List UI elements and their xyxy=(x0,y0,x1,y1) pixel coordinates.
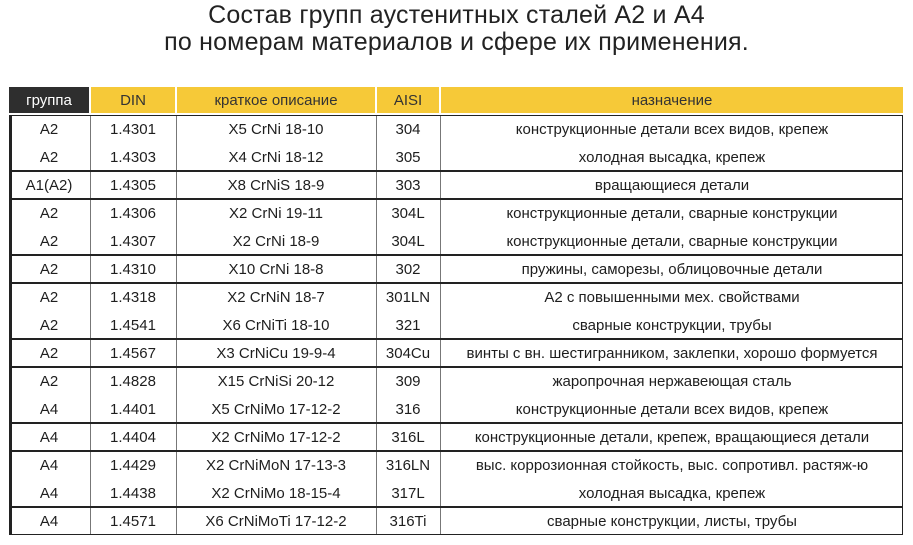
cell-purpose: конструкционные детали, сварные конструкции xyxy=(506,232,838,250)
column-divider xyxy=(440,424,441,450)
cell-description: X8 CrNiS 18-9 xyxy=(227,176,325,194)
column-divider xyxy=(376,200,377,254)
column-divider xyxy=(376,116,377,170)
cell-din: 1.4307 xyxy=(110,232,156,250)
cell-aisi: 304Cu xyxy=(385,344,431,362)
cell-purpose: конструкционные детали, крепеж, вращающиеся детали xyxy=(474,428,870,446)
column-divider xyxy=(440,508,441,534)
cell-aisi: 302 xyxy=(395,260,421,278)
cell-group: A2 xyxy=(39,288,59,306)
cell-group: A2 xyxy=(39,344,59,362)
cell-aisi: 317L xyxy=(391,484,425,502)
cell-group: A4 xyxy=(39,428,59,446)
column-divider xyxy=(376,424,377,450)
cell-purpose: конструкционные детали всех видов, крепеж xyxy=(515,400,829,418)
cell-description: X10 CrNi 18-8 xyxy=(228,260,324,278)
cell-din: 1.4401 xyxy=(110,400,156,418)
cell-group: A2 xyxy=(39,204,59,222)
cell-description: X2 CrNi 19-11 xyxy=(229,204,323,222)
cell-aisi: 304L xyxy=(391,232,425,250)
column-divider xyxy=(176,508,177,534)
header-aisi: AISI xyxy=(377,87,439,113)
column-divider xyxy=(376,340,377,366)
cell-din: 1.4438 xyxy=(110,484,156,502)
column-divider xyxy=(376,284,377,338)
column-divider xyxy=(90,368,91,422)
column-divider xyxy=(440,340,441,366)
row-group-border xyxy=(9,451,903,507)
row-group-border xyxy=(9,255,903,283)
row-group-border xyxy=(9,171,903,199)
cell-aisi: 303 xyxy=(395,176,421,194)
column-divider xyxy=(440,256,441,282)
column-divider xyxy=(176,368,177,422)
cell-purpose: винты с вн. шестигранником, заклепки, хорошо формуется xyxy=(466,344,878,362)
cell-description: X5 CrNiMo 17-12-2 xyxy=(211,400,341,418)
cell-group: A1(A2) xyxy=(25,176,73,194)
row-group-border xyxy=(9,423,903,451)
table-header xyxy=(9,87,903,113)
column-divider xyxy=(176,452,177,506)
cell-group: A2 xyxy=(39,120,59,138)
cell-din: 1.4301 xyxy=(110,120,156,138)
column-divider xyxy=(440,452,441,506)
cell-aisi: 321 xyxy=(395,316,421,334)
column-divider xyxy=(176,200,177,254)
cell-aisi: 316Ti xyxy=(389,512,427,530)
column-divider xyxy=(376,452,377,506)
cell-din: 1.4567 xyxy=(110,344,156,362)
cell-din: 1.4305 xyxy=(110,176,156,194)
cell-group: A2 xyxy=(39,372,59,390)
row-group-border xyxy=(9,339,903,367)
row-group-border xyxy=(9,507,903,535)
cell-purpose: выс. коррозионная стойкость, выс. сопротивл. растяж-ю xyxy=(475,456,869,474)
column-divider xyxy=(90,284,91,338)
cell-din: 1.4303 xyxy=(110,148,156,166)
column-divider xyxy=(440,200,441,254)
column-divider xyxy=(176,116,177,170)
column-divider xyxy=(176,424,177,450)
cell-group: A2 xyxy=(39,260,59,278)
cell-din: 1.4310 xyxy=(110,260,156,278)
row-group-border xyxy=(9,367,903,423)
column-divider xyxy=(440,284,441,338)
cell-aisi: 316 xyxy=(395,400,421,418)
cell-purpose: сварные конструкции, трубы xyxy=(572,316,772,334)
column-divider xyxy=(90,508,91,534)
column-divider xyxy=(176,340,177,366)
cell-group: A4 xyxy=(39,512,59,530)
cell-din: 1.4828 xyxy=(110,372,156,390)
cell-purpose: сварные конструкции, листы, трубы xyxy=(547,512,797,530)
column-divider xyxy=(440,368,441,422)
column-divider xyxy=(440,116,441,170)
cell-aisi: 304L xyxy=(391,204,425,222)
cell-description: X2 CrNiMo 17-12-2 xyxy=(211,428,341,446)
cell-purpose: пружины, саморезы, облицовочные детали xyxy=(521,260,823,278)
cell-group: A2 xyxy=(39,232,59,250)
cell-purpose: A2 с повышенными мех. свойствами xyxy=(544,288,800,306)
column-divider xyxy=(376,172,377,198)
cell-description: X2 CrNiN 18-7 xyxy=(227,288,325,306)
column-divider xyxy=(90,116,91,170)
steel-groups-table xyxy=(9,87,903,530)
cell-description: X6 CrNiMoTi 17-12-2 xyxy=(205,512,347,530)
column-divider xyxy=(90,424,91,450)
cell-din: 1.4404 xyxy=(110,428,156,446)
cell-description: X15 CrNiSi 20-12 xyxy=(217,372,335,390)
header-description: краткое описание xyxy=(177,87,375,113)
column-divider xyxy=(90,200,91,254)
cell-purpose: холодная высадка, крепеж xyxy=(578,484,766,502)
header-din: DIN xyxy=(91,87,175,113)
cell-group: A4 xyxy=(39,484,59,502)
cell-din: 1.4541 xyxy=(110,316,156,334)
row-group-border xyxy=(9,283,903,339)
column-divider xyxy=(376,368,377,422)
cell-description: X2 CrNiMo 18-15-4 xyxy=(211,484,341,502)
cell-group: A4 xyxy=(39,400,59,418)
column-divider xyxy=(90,452,91,506)
title-line-2: по номерам материалов и сфере их применения. xyxy=(164,28,749,56)
cell-din: 1.4306 xyxy=(110,204,156,222)
column-divider xyxy=(90,256,91,282)
cell-din: 1.4429 xyxy=(110,456,156,474)
cell-group: A4 xyxy=(39,456,59,474)
cell-description: X4 CrNi 18-12 xyxy=(228,148,324,166)
cell-din: 1.4571 xyxy=(110,512,156,530)
column-divider xyxy=(176,172,177,198)
cell-purpose: жаропрочная нержавеющая сталь xyxy=(552,372,792,390)
header-purpose: назначение xyxy=(441,87,903,113)
row-group-border xyxy=(9,199,903,255)
column-divider xyxy=(376,256,377,282)
cell-description: X5 CrNi 18-10 xyxy=(228,120,324,138)
cell-group: A2 xyxy=(39,148,59,166)
column-divider xyxy=(176,284,177,338)
column-divider xyxy=(176,256,177,282)
cell-purpose: конструкционные детали, сварные конструкции xyxy=(506,204,838,222)
header-group: группа xyxy=(9,87,89,113)
column-divider xyxy=(376,508,377,534)
cell-description: X2 CrNiMoN 17-13-3 xyxy=(205,456,347,474)
cell-aisi: 301LN xyxy=(385,288,431,306)
cell-aisi: 316L xyxy=(391,428,425,446)
page-title xyxy=(0,2,913,56)
title-line-1: Состав групп аустенитных сталей А2 и А4 xyxy=(208,1,705,29)
cell-aisi: 309 xyxy=(395,372,421,390)
cell-description: X3 CrNiCu 19-9-4 xyxy=(216,344,336,362)
cell-purpose: конструкционные детали всех видов, крепеж xyxy=(515,120,829,138)
cell-purpose: холодная высадка, крепеж xyxy=(578,148,766,166)
cell-aisi: 305 xyxy=(395,148,421,166)
column-divider xyxy=(90,340,91,366)
column-divider xyxy=(90,172,91,198)
cell-group: A2 xyxy=(39,316,59,334)
cell-description: X6 CrNiTi 18-10 xyxy=(222,316,330,334)
column-divider xyxy=(440,172,441,198)
cell-description: X2 CrNi 18-9 xyxy=(232,232,320,250)
row-group-border xyxy=(9,115,903,171)
cell-din: 1.4318 xyxy=(110,288,156,306)
cell-aisi: 316LN xyxy=(385,456,431,474)
cell-purpose: вращающиеся детали xyxy=(594,176,750,194)
cell-aisi: 304 xyxy=(395,120,421,138)
